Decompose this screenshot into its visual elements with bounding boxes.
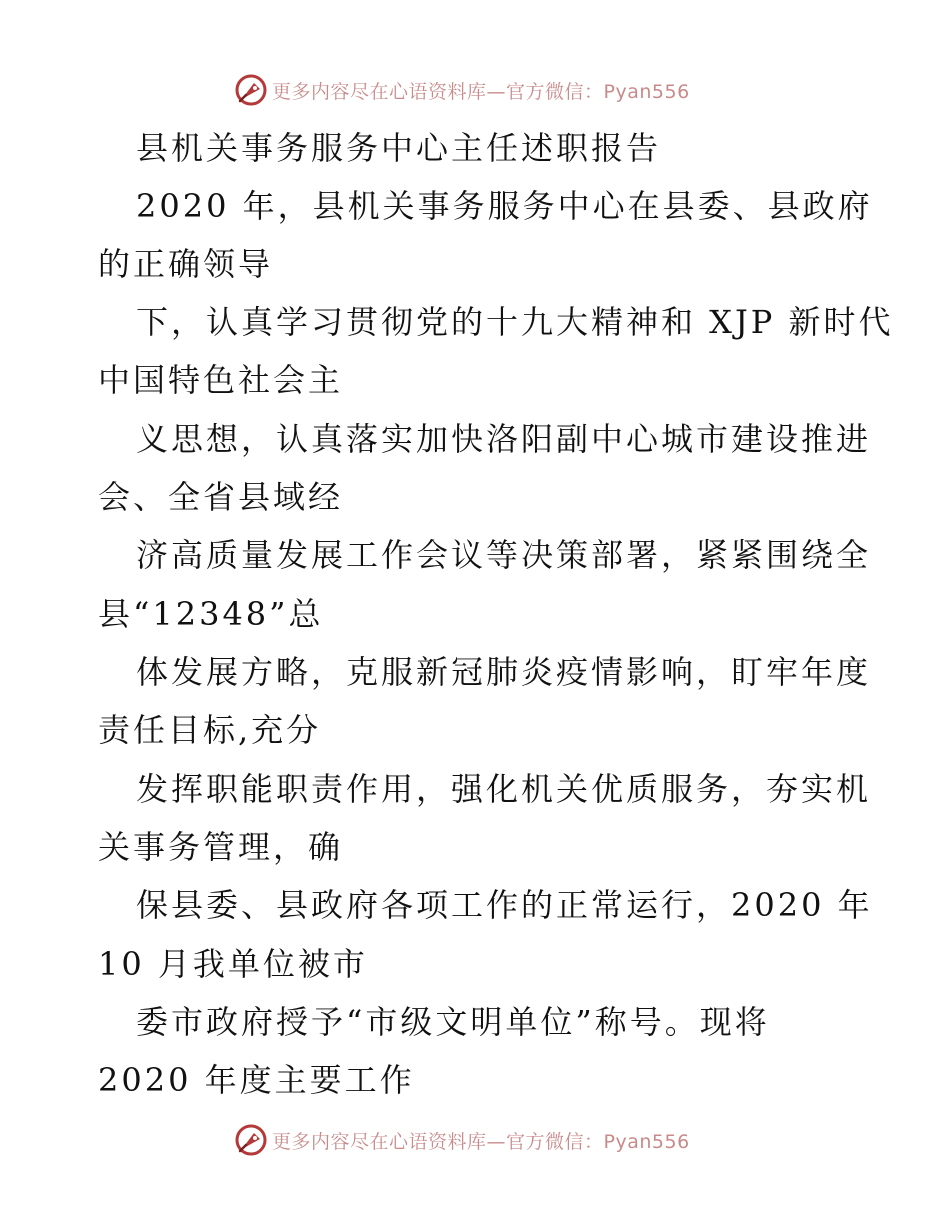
paragraph-line: 10 月我单位被市 bbox=[98, 945, 368, 983]
paragraph-line: 会、全省县域经 bbox=[98, 478, 344, 516]
paragraph-line: 责任目标,充分 bbox=[98, 711, 322, 749]
paragraph-line: 发挥职能职责作用，强化机关优质服务，夯实机 bbox=[136, 770, 872, 808]
pen-nib-circle-icon bbox=[234, 73, 268, 107]
paragraph-line: 县“12348”总 bbox=[98, 595, 324, 633]
watermark-text: 更多内容尽在心语资料库—官方微信：Pyan556 bbox=[272, 1130, 690, 1153]
document-title: 县机关事务服务中心主任述职报告 bbox=[136, 129, 662, 167]
paragraph-line: 的正确领导 bbox=[98, 245, 274, 283]
paragraph-line: 体发展方略，克服新冠肺炎疫情影响，盯牢年度 bbox=[136, 653, 872, 691]
paragraph-line: 2020 年，县机关事务服务中心在县委、县政府 bbox=[136, 187, 873, 225]
paragraph-line: 下，认真学习贯彻党的十九大精神和 XJP 新时代 bbox=[136, 303, 894, 341]
watermark-banner-top bbox=[234, 72, 794, 108]
paragraph-line: 2020 年度主要工作 bbox=[98, 1061, 415, 1099]
pen-nib-circle-icon bbox=[234, 1123, 268, 1157]
paragraph-line: 济高质量发展工作会议等决策部署，紧紧围绕全 bbox=[136, 536, 872, 574]
paragraph-line: 委市政府授予“市级文明单位”称号。现将 bbox=[136, 1003, 770, 1041]
paragraph-line: 关事务管理，确 bbox=[98, 828, 344, 866]
watermark-text: 更多内容尽在心语资料库—官方微信：Pyan556 bbox=[272, 80, 690, 103]
paragraph-line: 中国特色社会主 bbox=[98, 361, 344, 399]
paragraph-line: 保县委、县政府各项工作的正常运行，2020 年 bbox=[136, 886, 873, 924]
paragraph-line: 义思想，认真落实加快洛阳副中心城市建设推进 bbox=[136, 420, 872, 458]
watermark-banner-bottom bbox=[234, 1122, 794, 1158]
